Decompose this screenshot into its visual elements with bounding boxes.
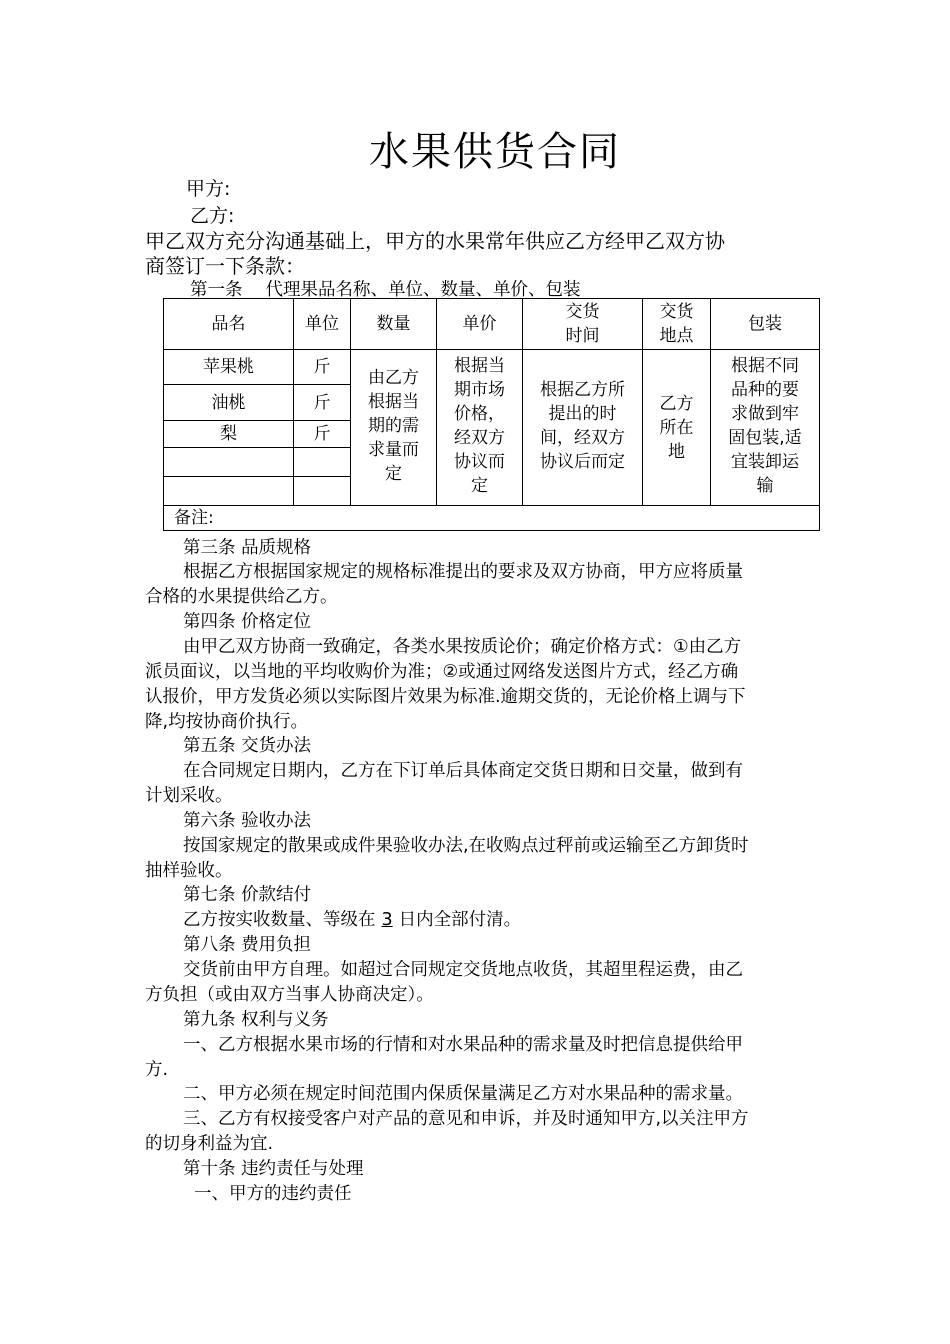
article-9-line: 的切身利益为宜. xyxy=(145,1134,274,1154)
header-cell: 交货 时间 xyxy=(523,299,643,350)
article-7-text: 乙方按实收数量、等级在 xyxy=(183,910,376,930)
article-10-subheading: 一、甲方的违约责任 xyxy=(194,1184,352,1204)
article-5-heading: 第五条 交货办法 xyxy=(183,736,312,756)
article-8-line: 交货前由甲方自理。如超过合同规定交货地点收货，其超里程运费，由乙 xyxy=(183,960,743,980)
table-row xyxy=(164,350,820,385)
unit-cell: 斤 xyxy=(294,350,351,385)
article-1-heading: 第一条 代理果品名称、单位、数量、单价、包装 xyxy=(190,280,581,300)
header-cell: 单位 xyxy=(294,299,351,350)
article-4-line: 认报价，甲方发货必须以实际图片效果为标准.逾期交货的，无论价格上调与下 xyxy=(145,687,746,707)
article-9-line: 二、甲方必须在规定时间范围内保质保量满足乙方对水果品种的需求量。 xyxy=(183,1084,743,1104)
intro-line-2: 商签订一下条款： xyxy=(145,254,305,278)
fruit-name-cell: 油桃 xyxy=(164,385,294,421)
packaging-cell: 根据不同 品种的要 求做到牢 固包装,适 宜装卸运 输 xyxy=(711,350,820,506)
intro-line-1: 甲乙双方充分沟通基础上，甲方的水果常年供应乙方经甲乙双方协 xyxy=(145,229,725,253)
article-4-line: 降,均按协商价执行。 xyxy=(145,712,309,732)
party-a-label: 甲方: xyxy=(186,178,231,200)
article-9-line: 方. xyxy=(145,1060,169,1080)
party-b-label: 乙方: xyxy=(190,205,235,227)
header-cell: 品名 xyxy=(164,299,294,350)
article-9-heading: 第九条 权利与义务 xyxy=(183,1010,329,1030)
quantity-cell: 由乙方 根据当 期的需 求量而 定 xyxy=(351,350,437,506)
fruit-name-cell: 梨 xyxy=(164,421,294,448)
article-3-line: 根据乙方根据国家规定的规格标准提出的要求及双方协商，甲方应将质量 xyxy=(183,562,743,582)
delivery-place-cell: 乙方 所在 地 xyxy=(643,350,711,506)
article-6-heading: 第六条 验收办法 xyxy=(183,811,312,831)
fruit-name-cell xyxy=(164,477,294,506)
price-cell: 根据当 期市场 价格， 经双方 协议而 定 xyxy=(437,350,523,506)
article-9-line: 一、乙方根据水果市场的行情和对水果品种的需求量及时把信息提供给甲 xyxy=(183,1035,743,1055)
article-5-line: 在合同规定日期内，乙方在下订单后具体商定交货日期和日交量，做到有 xyxy=(183,761,743,781)
article-4-heading: 第四条 价格定位 xyxy=(183,612,312,632)
unit-cell: 斤 xyxy=(294,421,351,448)
header-cell: 包装 xyxy=(711,299,820,350)
unit-cell xyxy=(294,477,351,506)
fruit-name-cell: 苹果桃 xyxy=(164,350,294,385)
header-cell: 数量 xyxy=(351,299,437,350)
goods-table xyxy=(163,298,820,531)
header-cell: 单价 xyxy=(437,299,523,350)
article-7-heading: 第七条 价款结付 xyxy=(183,885,312,905)
article-8-line: 方负担（或由双方当事人协商决定）。 xyxy=(145,985,434,1005)
fruit-name-cell xyxy=(164,448,294,477)
article-3-heading: 第三条 品质规格 xyxy=(183,538,312,558)
article-4-line: 派员面议，以当地的平均收购价为准；②或通过网络发送图片方式，经乙方确 xyxy=(145,662,739,682)
article-5-line: 计划采收。 xyxy=(145,786,233,806)
article-10-heading: 第十条 违约责任与处理 xyxy=(183,1159,364,1179)
payment-days-value: 3 xyxy=(381,910,393,930)
article-6-line: 按国家规定的散果或成件果验收办法,在收购点过秤前或运输至乙方卸货时 xyxy=(183,836,749,856)
table-note-row xyxy=(164,506,820,531)
article-3-line: 合格的水果提供给乙方。 xyxy=(145,587,338,607)
article-8-heading: 第八条 费用负担 xyxy=(183,935,312,955)
article-9-line: 三、乙方有权接受客户对产品的意见和申诉，并及时通知甲方,以关注甲方 xyxy=(183,1109,749,1129)
article-4-line: 由甲乙双方协商一致确定，各类水果按质论价；确定价格方式：①由乙方 xyxy=(183,637,742,657)
table-header-row xyxy=(164,299,820,350)
header-cell: 交货 地点 xyxy=(643,299,711,350)
document-title: 水果供货合同 xyxy=(369,129,621,175)
article-7-text: 日内全部付清。 xyxy=(398,910,522,930)
article-7-line xyxy=(183,906,521,931)
delivery-time-cell: 根据乙方所 提出的时 间，经双方 协议后而定 xyxy=(523,350,643,506)
unit-cell xyxy=(294,448,351,477)
article-6-line: 抽样验收。 xyxy=(145,861,233,881)
unit-cell: 斤 xyxy=(294,385,351,421)
note-cell: 备注: xyxy=(164,506,820,531)
